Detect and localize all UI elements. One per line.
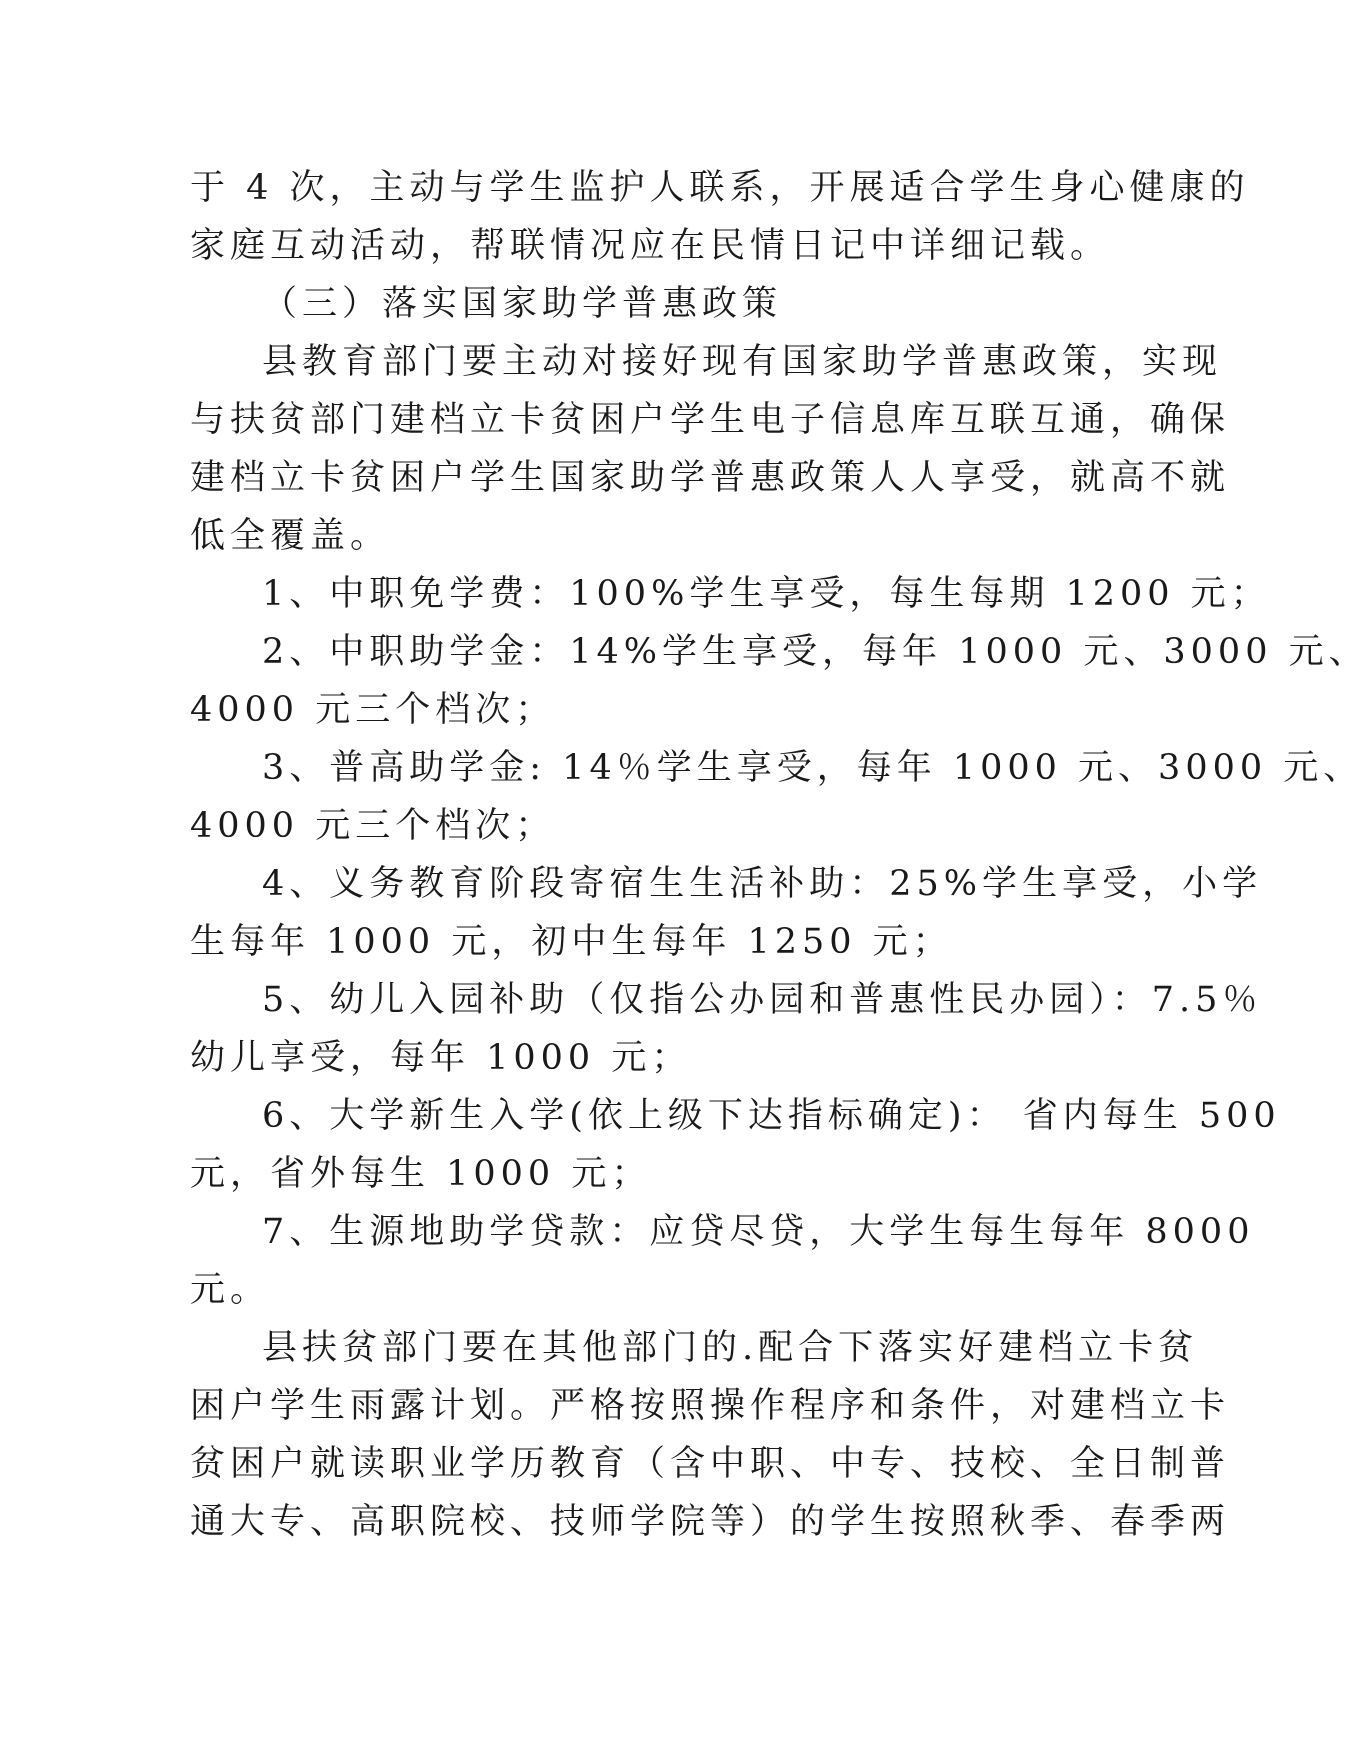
list-item: 7、生源地助学贷款：应贷尽贷，大学生每生每年 8000 xyxy=(262,1212,1255,1252)
paragraph-start: 县教育部门要主动对接好现有国家助学普惠政策，实现 xyxy=(262,342,1223,382)
list-item-continuation: 4000 元三个档次； xyxy=(190,806,556,846)
text-line: 困户学生雨露计划。严格按照操作程序和条件，对建档立卡 xyxy=(190,1386,1231,1426)
list-item-continuation: 元，省外每生 1000 元； xyxy=(190,1154,652,1194)
list-item: 4、义务教育阶段寄宿生生活补助：25%学生享受，小学 xyxy=(262,864,1263,904)
list-item: 6、大学新生入学(依上级下达指标确定)： 省内每生 500 xyxy=(262,1096,1281,1136)
list-item: 2、中职助学金：14%学生享受，每年 1000 元、3000 元、 xyxy=(262,632,1369,672)
list-item: 3、普高助学金: 14％学生享受，每年 1000 元、3000 元、 xyxy=(262,748,1364,788)
list-item-continuation: 幼儿享受，每年 1000 元； xyxy=(190,1038,692,1078)
list-item: 5、幼儿入园补助（仅指公办园和普惠性民办园）：7.5％ xyxy=(262,980,1263,1020)
list-item-continuation: 元。 xyxy=(190,1270,271,1310)
text-line: 于 4 次，主动与学生监护人联系，开展适合学生身心健康的 xyxy=(190,168,1250,208)
text-line: 贫困户就读职业学历教育（含中职、中专、技校、全日制普 xyxy=(190,1444,1231,1484)
text-line: 通大专、高职院校、技师学院等）的学生按照秋季、春季两 xyxy=(190,1502,1231,1542)
section-heading: （三）落实国家助学普惠政策 xyxy=(262,284,783,324)
text-line: 家庭互动活动，帮联情况应在民情日记中详细记载。 xyxy=(190,226,1111,266)
list-item-continuation: 4000 元三个档次； xyxy=(190,690,556,730)
list-item: 1、中职免学费：100%学生享受，每生每期 1200 元； xyxy=(262,574,1271,614)
text-line: 与扶贫部门建档立卡贫困户学生电子信息库互联互通，确保 xyxy=(190,400,1231,440)
paragraph-start: 县扶贫部门要在其他部门的.配合下落实好建档立卡贫 xyxy=(262,1328,1199,1368)
text-line: 建档立卡贫困户学生国家助学普惠政策人人享受，就高不就 xyxy=(190,458,1231,498)
list-item-continuation: 生每年 1000 元，初中生每年 1250 元； xyxy=(190,922,953,962)
text-line: 低全覆盖。 xyxy=(190,516,391,556)
